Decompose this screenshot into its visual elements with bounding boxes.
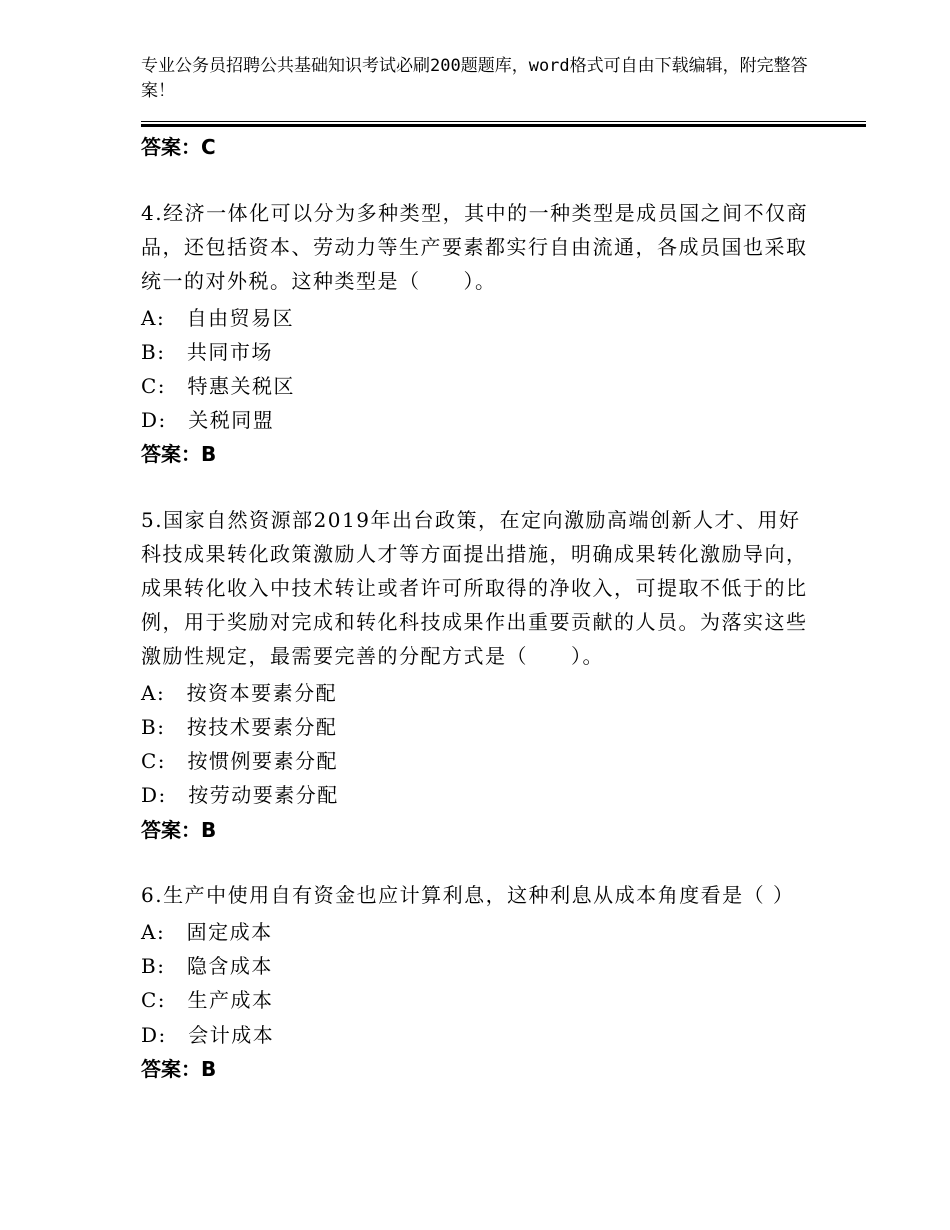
- answer-line: [141, 438, 216, 467]
- answer-label: 答案：: [141, 442, 201, 466]
- answer-line: [141, 1053, 216, 1082]
- option-d: D: 关税同盟: [141, 408, 275, 432]
- option-b: B: 共同市场: [141, 340, 273, 364]
- option-d: D: 会计成本: [141, 1023, 275, 1047]
- question-stem: 6.生产中使用自有资金也应计算利息，这种利息从成本角度看是（ ）: [141, 883, 795, 907]
- page-header: 专业公务员招聘公共基础知识考试必刷200题题库，word格式可自由下载编辑，附完整答案！: [141, 56, 808, 101]
- option-c: C: 特惠关税区: [141, 374, 296, 398]
- header-rule-thick: [141, 124, 866, 127]
- option-d: D: 按劳动要素分配: [141, 783, 339, 807]
- answer-value: B: [201, 1057, 217, 1081]
- answer-value: C: [201, 135, 216, 159]
- question-stem: 4.经济一体化可以分为多种类型，其中的一种类型是成员国之间不仅商品，还包括资本、劳动力等生产要素都实行自由流通，各成员国也采取统一的对外税。这种类型是（ ）。: [141, 201, 809, 293]
- question-stem: 5.国家自然资源部2019年出台政策，在定向激励高端创新人才、用好科技成果转化政策激励人才等方面提出措施，明确成果转化激励导向，成果转化收入中技术转让或者许可所取得的净收入，可提取不低于的比例，用于奖励对完成和转化科技成果作出重要贡献的人员。为落实这些激励性规定，最需要完善的分配方式是（ ）。: [141, 508, 808, 668]
- option-c: C: 按惯例要素分配: [141, 749, 339, 773]
- option-a: A: 按资本要素分配: [141, 681, 338, 705]
- header-rule-thin: [141, 121, 866, 122]
- option-c: C: 生产成本: [141, 988, 274, 1012]
- option-b: B: 隐含成本: [141, 954, 273, 978]
- answer-label: 答案：: [141, 1057, 201, 1081]
- option-b: B: 按技术要素分配: [141, 715, 338, 739]
- answer-label: 答案：: [141, 135, 201, 159]
- answer-label: 答案：: [141, 818, 201, 842]
- option-a: A: 固定成本: [141, 920, 273, 944]
- answer-line: [141, 814, 216, 843]
- answer-line: [141, 131, 216, 160]
- answer-value: B: [201, 442, 217, 466]
- option-a: A: 自由贸易区: [141, 306, 295, 330]
- answer-value: B: [201, 818, 217, 842]
